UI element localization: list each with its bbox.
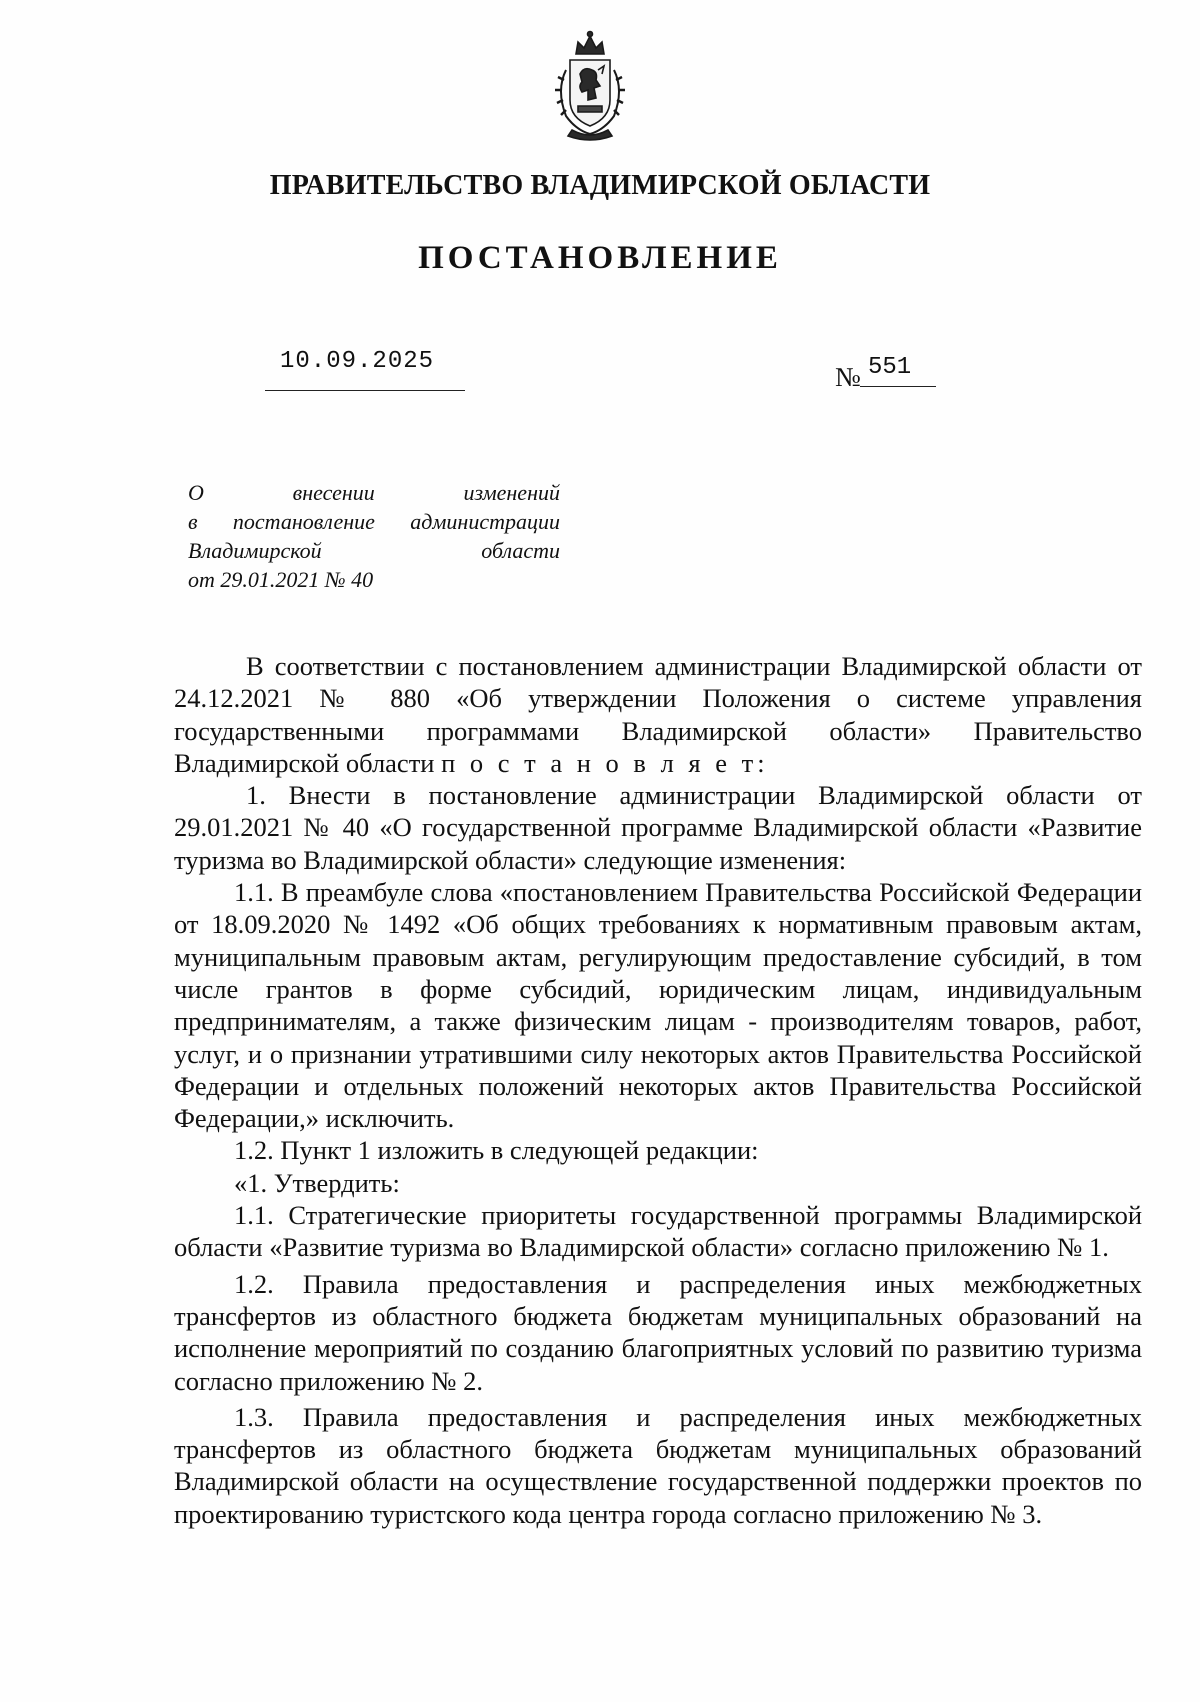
document-body (174, 650, 1142, 1530)
quoted-item-1-3: 1.3. Правила предоставления и распределения иных межбюджетных трансфертов из областного бюджета бюджетам муниципальных образований Владимирской области на осуществление государственной поддержки проектов по проектированию туристского кода центра города согласно приложению № 3. (174, 1401, 1142, 1529)
subject-line-2: в постановление администрации (188, 509, 560, 534)
quoted-item-1-1: 1.1. Стратегические приоритеты государственной программы Владимирской области «Развитие туризма во Владимирской области» согласно приложению № 1. (174, 1200, 1142, 1263)
number-sign: № (835, 362, 861, 392)
quoted-intro: «1. Утвердить: (234, 1167, 400, 1198)
decrees-word: п о с т а н о в л я е т: (441, 747, 769, 778)
paragraph-1-1: 1.1. В преамбуле слова «постановлением Правительства Российской Федерации от 18.09.2020 № 1492 «Об общих требованиях к нормативным правовым актам, муниципальным правовым актам, регулирующим предоставление субсидий, в том числе грантов в форме субсидий, юридическим лицам, индивидуальным предпринимателям, а также физическим лицам - производителям товаров, работ, услуг, и о признании утратившими силу некоторых актов Правительства Российской Федерации и отдельных положений некоторых актов Правительства Российской Федерации,» исключить. (174, 877, 1142, 1134)
subject-line-4: от 29.01.2021 № 40 (188, 567, 374, 592)
number-underline (860, 386, 936, 387)
subject-line-1: О внесении изменений (188, 480, 560, 505)
coat-of-arms-emblem (548, 30, 632, 142)
quoted-item-1-2: 1.2. Правила предоставления и распределения иных межбюджетных трансфертов из областного бюджета бюджетам муниципальных образований на исполнение мероприятий по созданию благоприятных условий по развитию туризма согласно приложению № 2. (174, 1268, 1142, 1396)
document-type-title: ПОСТАНОВЛЕНИЕ (418, 240, 782, 276)
document-subject (188, 478, 560, 594)
document-number: 551 (868, 354, 912, 381)
organization-title: ПРАВИТЕЛЬСТВО ВЛАДИМИРСКОЙ ОБЛАСТИ (269, 170, 931, 201)
subject-line-3: Владимирской области (188, 538, 560, 563)
paragraph-1-2: 1.2. Пункт 1 изложить в следующей редакции: (234, 1135, 759, 1166)
document-date: 10.09.2025 (280, 348, 435, 375)
date-underline (265, 390, 465, 391)
paragraph-1: 1. Внести в постановление администрации Владимирской области от 29.01.2021 № 40 «О государственной программе Владимирской области «Развитие туризма во Владимирской области» следующие изменения: (174, 780, 1142, 875)
preamble-paragraph: В соответствии с постановлением администрации Владимирской области от 24.12.2021 № 880 «Об утверждении Положения о системе управления государственными программами Владимирской области» Правительство Владимирской области п о с т а н о в л я е т: (174, 651, 1142, 778)
